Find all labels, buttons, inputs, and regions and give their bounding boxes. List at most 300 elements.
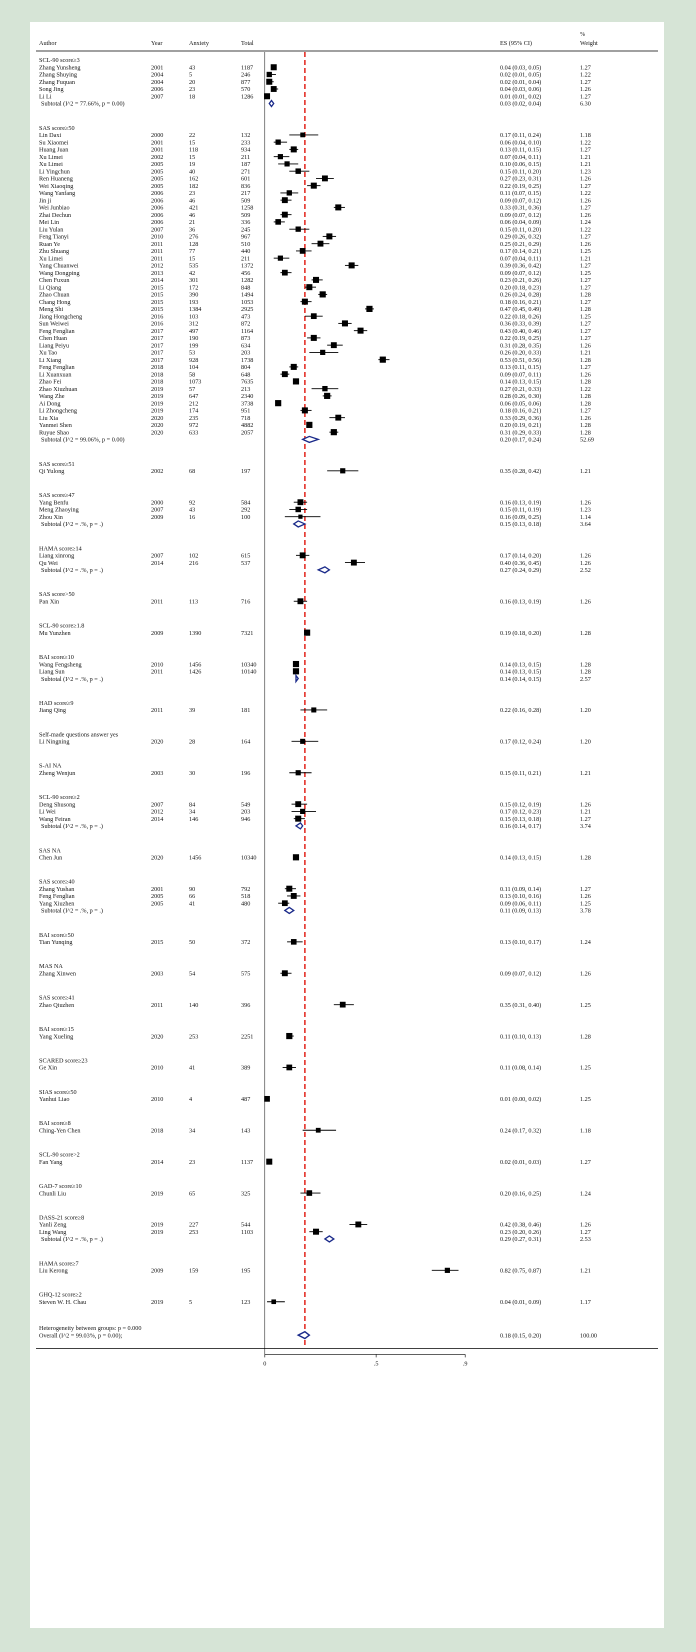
study-total-count: 946 (241, 815, 251, 823)
study-year: 2010 (151, 1064, 164, 1072)
column-header-weight: Weight (580, 40, 598, 47)
study-author: Huang Juan (39, 146, 69, 154)
study-year: 2017 (151, 335, 164, 343)
study-year: 2020 (151, 738, 164, 746)
study-effect-box (300, 739, 305, 744)
study-es-ci: 0.02 (0.01, 0.04) (500, 78, 542, 86)
study-effect-box (331, 429, 337, 435)
study-author: Ching-Yen Chen (39, 1127, 81, 1135)
study-anxiety-count: 199 (189, 342, 199, 350)
group-label: SAS score≥50 (39, 124, 75, 132)
study-es-ci: 0.15 (0.12, 0.19) (500, 801, 542, 809)
study-total-count: 10140 (241, 668, 257, 676)
study-anxiety-count: 146 (189, 815, 199, 823)
study-anxiety-count: 41 (189, 1064, 196, 1072)
study-total-count: 164 (241, 738, 251, 746)
study-total-count: 211 (241, 255, 251, 263)
study-total-count: 325 (241, 1190, 251, 1198)
group-label: BAI score≥15 (39, 1026, 74, 1033)
study-anxiety-count: 15 (189, 255, 196, 263)
study-weight: 1.27 (580, 407, 591, 415)
study-author: Ai Dong (39, 400, 61, 408)
study-year: 2005 (151, 175, 164, 183)
study-effect-box (282, 197, 288, 203)
study-author: Zhai Dechun (39, 211, 72, 219)
study-total-count: 1053 (241, 298, 254, 306)
study-anxiety-count: 68 (189, 468, 196, 475)
study-anxiety-count: 118 (189, 146, 199, 154)
study-effect-box (266, 1159, 272, 1165)
subtotal-es-ci: 0.27 (0.24, 0.29) (500, 567, 542, 575)
study-es-ci: 0.14 (0.13, 0.15) (500, 854, 542, 862)
study-year: 2005 (151, 182, 164, 190)
study-total-count: 100 (241, 513, 251, 521)
subtotal-diamond (325, 1236, 334, 1242)
study-weight: 1.27 (580, 327, 591, 335)
study-anxiety-count: 1384 (189, 306, 202, 314)
subtotal-label: Subtotal (I^2 = .%, p = .) (41, 675, 103, 683)
study-effect-box (313, 277, 319, 283)
study-total-count: 440 (241, 248, 251, 256)
study-year: 2009 (151, 1267, 164, 1275)
study-es-ci: 0.22 (0.19, 0.25) (500, 335, 542, 343)
column-header-percent: % (580, 31, 586, 38)
study-es-ci: 0.01 (0.01, 0.02) (500, 93, 542, 101)
study-effect-box (295, 816, 301, 822)
study-anxiety-count: 972 (189, 422, 199, 430)
study-effect-box (298, 515, 302, 519)
study-anxiety-count: 15 (189, 139, 196, 147)
study-year: 2007 (151, 801, 164, 809)
study-es-ci: 0.15 (0.11, 0.19) (500, 506, 542, 514)
study-effect-box (278, 256, 283, 261)
study-es-ci: 0.22 (0.18, 0.26) (500, 313, 542, 321)
overall-es-ci: 0.18 (0.15, 0.20) (500, 1332, 542, 1340)
study-total-count: 836 (241, 182, 251, 190)
study-anxiety-count: 182 (189, 182, 199, 190)
study-anxiety-count: 140 (189, 1001, 199, 1009)
study-es-ci: 0.04 (0.03, 0.05) (500, 64, 542, 72)
study-weight: 1.20 (580, 707, 591, 715)
study-weight: 1.25 (580, 1064, 591, 1072)
study-total-count: 217 (241, 190, 251, 198)
study-anxiety-count: 276 (189, 233, 199, 241)
study-total-count: 873 (241, 335, 251, 343)
study-weight: 1.27 (580, 93, 591, 101)
study-weight: 1.26 (580, 371, 591, 379)
subtotal-label: Subtotal (I^2 = .%, p = .) (41, 1236, 103, 1244)
study-es-ci: 0.20 (0.19, 0.21) (500, 422, 542, 430)
study-total-count: 487 (241, 1096, 251, 1104)
study-total-count: 196 (241, 769, 251, 777)
study-total-count: 544 (241, 1221, 251, 1229)
study-year: 2019 (151, 1190, 164, 1198)
study-year: 2014 (151, 1158, 164, 1166)
study-year: 2005 (151, 161, 164, 169)
study-author: Xu Limei (39, 161, 63, 169)
study-anxiety-count: 1426 (189, 668, 202, 676)
study-effect-box (306, 422, 312, 428)
study-effect-box (296, 770, 301, 775)
study-es-ci: 0.01 (0.00, 0.02) (500, 1096, 542, 1104)
study-anxiety-count: 19 (189, 161, 196, 169)
study-es-ci: 0.40 (0.36, 0.45) (500, 559, 542, 567)
study-anxiety-count: 5 (189, 1298, 193, 1306)
study-year: 2017 (151, 356, 164, 364)
subtotal-es-ci: 0.29 (0.27, 0.31) (500, 1236, 542, 1244)
subtotal-weight: 2.53 (580, 1236, 591, 1244)
study-weight: 1.27 (580, 277, 591, 285)
study-author: Tian Yunqing (39, 939, 73, 947)
study-anxiety-count: 172 (189, 284, 199, 292)
study-es-ci: 0.25 (0.21, 0.29) (500, 240, 542, 248)
study-effect-box (311, 707, 316, 712)
study-effect-box (322, 175, 328, 181)
study-year: 2009 (151, 513, 164, 521)
study-anxiety-count: 174 (189, 407, 199, 415)
group-label: SCL-90 score>2 (39, 1151, 80, 1159)
study-effect-box (286, 1033, 292, 1039)
study-anxiety-count: 90 (189, 885, 196, 893)
study-anxiety-count: 21 (189, 219, 196, 227)
study-anxiety-count: 54 (189, 970, 196, 978)
study-es-ci: 0.14 (0.13, 0.15) (500, 668, 542, 676)
study-effect-box (331, 342, 337, 348)
study-es-ci: 0.11 (0.07, 0.15) (500, 190, 542, 198)
study-effect-box (291, 364, 297, 370)
study-year: 2007 (151, 552, 164, 560)
study-es-ci: 0.07 (0.04, 0.11) (500, 255, 542, 263)
subtotal-diamond (296, 823, 303, 829)
subtotal-weight: 52.69 (580, 436, 594, 444)
study-year: 2002 (151, 468, 164, 475)
study-total-count: 2251 (241, 1033, 254, 1041)
study-weight: 1.21 (580, 1267, 591, 1275)
study-anxiety-count: 216 (189, 559, 199, 567)
group-label: SAS NA (39, 847, 61, 855)
group-label: BAI score≥10 (39, 654, 74, 661)
study-author: Li Qiang (39, 284, 62, 292)
study-author: Zhao Chuan (39, 291, 70, 299)
study-author: Mu Yunzhen (39, 629, 71, 637)
subtotal-es-ci: 0.14 (0.14, 0.15) (500, 675, 542, 683)
study-total-count: 584 (241, 499, 251, 507)
study-effect-box (335, 415, 341, 421)
study-total-count: 872 (241, 320, 251, 328)
study-total-count: 336 (241, 219, 251, 227)
study-anxiety-count: 928 (189, 356, 199, 364)
subtotal-weight: 6.30 (580, 100, 591, 108)
study-weight: 1.27 (580, 233, 591, 241)
study-es-ci: 0.06 (0.05, 0.06) (500, 400, 542, 408)
study-es-ci: 0.11 (0.08, 0.14) (500, 1064, 542, 1072)
study-year: 2018 (151, 371, 164, 379)
study-year: 2006 (151, 211, 164, 219)
study-anxiety-count: 5 (189, 71, 193, 79)
study-effect-box (291, 146, 297, 152)
study-es-ci: 0.47 (0.45, 0.49) (500, 306, 542, 314)
study-author: Lin Daxi (39, 132, 62, 140)
study-anxiety-count: 162 (189, 175, 199, 183)
study-anxiety-count: 421 (189, 204, 199, 212)
study-weight: 1.27 (580, 284, 591, 292)
study-author: Liu Kerong (39, 1267, 68, 1275)
study-weight: 1.28 (580, 854, 591, 862)
study-total-count: 132 (241, 132, 251, 140)
study-effect-box (300, 552, 306, 558)
study-total-count: 1372 (241, 262, 254, 270)
study-year: 2010 (151, 661, 164, 669)
study-year: 2007 (151, 226, 164, 234)
study-author: Li Ningning (39, 738, 70, 746)
study-effect-box (300, 133, 305, 138)
study-effect-box (266, 79, 272, 85)
study-author: Ling Wang (39, 1228, 67, 1236)
study-year: 2001 (151, 139, 164, 147)
study-es-ci: 0.17 (0.12, 0.24) (500, 738, 542, 746)
study-year: 2019 (151, 407, 164, 415)
study-weight: 1.23 (580, 506, 591, 514)
study-year: 2019 (151, 1221, 164, 1229)
study-author: Wang Feiran (39, 815, 71, 823)
study-weight: 1.28 (580, 378, 591, 386)
study-total-count: 389 (241, 1064, 251, 1072)
study-weight: 1.27 (580, 78, 591, 86)
study-year: 2010 (151, 1096, 164, 1104)
study-weight: 1.23 (580, 168, 591, 176)
study-anxiety-count: 30 (189, 769, 196, 777)
study-year: 2003 (151, 970, 164, 978)
study-anxiety-count: 113 (189, 598, 199, 606)
study-author: Li Xuanxuan (39, 371, 72, 379)
subtotal-weight: 2.57 (580, 675, 591, 683)
study-author: Li Xiang (39, 356, 62, 364)
study-year: 2015 (151, 939, 164, 947)
column-header-es: ES (95% CI) (500, 40, 532, 47)
study-weight: 1.27 (580, 364, 591, 372)
group-label: GHQ-12 score≥2 (39, 1291, 82, 1299)
study-year: 2019 (151, 1298, 164, 1306)
group-label: GAD-7 score≥10 (39, 1183, 82, 1190)
study-author: Chang Hong (39, 298, 71, 306)
study-weight: 1.27 (580, 335, 591, 343)
study-effect-box (284, 161, 289, 166)
study-anxiety-count: 50 (189, 939, 196, 947)
study-total-count: 181 (241, 707, 251, 715)
study-effect-box (297, 499, 303, 505)
study-es-ci: 0.10 (0.06, 0.15) (500, 161, 542, 169)
study-es-ci: 0.19 (0.18, 0.20) (500, 629, 542, 637)
study-weight: 1.28 (580, 400, 591, 408)
study-weight: 1.28 (580, 668, 591, 676)
study-weight: 1.27 (580, 320, 591, 328)
study-year: 2011 (151, 248, 164, 256)
study-year: 2020 (151, 429, 164, 437)
study-anxiety-count: 253 (189, 1033, 199, 1041)
study-es-ci: 0.02 (0.01, 0.05) (500, 71, 542, 79)
study-total-count: 1738 (241, 356, 254, 364)
study-year: 2011 (151, 1001, 164, 1009)
study-weight: 1.27 (580, 815, 591, 823)
study-year: 2016 (151, 313, 164, 321)
study-anxiety-count: 36 (189, 226, 196, 234)
study-year: 2015 (151, 291, 164, 299)
study-year: 2011 (151, 707, 164, 715)
study-author: Fan Yang (39, 1158, 63, 1166)
study-year: 2020 (151, 414, 164, 422)
study-year: 2006 (151, 190, 164, 198)
study-effect-box (282, 212, 288, 218)
study-year: 2011 (151, 255, 164, 263)
study-author: Yanhui Liao (39, 1096, 70, 1104)
study-anxiety-count: 1073 (189, 378, 202, 386)
study-anxiety-count: 18 (189, 93, 196, 101)
study-total-count: 537 (241, 559, 251, 567)
study-es-ci: 0.27 (0.23, 0.31) (500, 175, 542, 183)
study-es-ci: 0.22 (0.16, 0.28) (500, 707, 542, 715)
study-es-ci: 0.13 (0.10, 0.16) (500, 893, 542, 901)
study-author: Zhang Fuquan (39, 78, 75, 86)
study-anxiety-count: 65 (189, 1190, 196, 1198)
study-total-count: 877 (241, 78, 251, 86)
study-weight: 1.21 (580, 468, 591, 475)
heterogeneity-label: Heterogeneity between groups: p = 0.000 (39, 1325, 142, 1333)
study-author: Zhao Fei (39, 378, 62, 386)
study-total-count: 2057 (241, 429, 254, 437)
overall-label: Overall (I^2 = 99.03%, p = 0.00); (39, 1332, 123, 1340)
study-author: Zheng Wenjun (39, 769, 76, 777)
study-author: Ren Huaneng (39, 175, 73, 183)
subtotal-es-ci: 0.20 (0.17, 0.24) (500, 436, 542, 444)
study-anxiety-count: 301 (189, 277, 199, 285)
study-year: 2006 (151, 86, 164, 94)
study-year: 2006 (151, 197, 164, 205)
study-author: Su Xiaomei (39, 139, 69, 147)
study-es-ci: 0.09 (0.07, 0.12) (500, 197, 542, 205)
study-es-ci: 0.14 (0.13, 0.15) (500, 661, 542, 669)
study-effect-box (293, 661, 299, 667)
study-author: Zhang Shuying (39, 71, 77, 79)
subtotal-diamond (294, 521, 305, 527)
study-author: Yang Xueling (39, 1033, 74, 1041)
study-effect-box (318, 241, 324, 247)
study-author: Chunli Liu (39, 1190, 66, 1198)
study-weight: 1.26 (580, 598, 591, 606)
study-effect-box (271, 1299, 276, 1304)
study-author: Ruan Ye (39, 240, 60, 248)
study-weight: 1.27 (580, 1228, 591, 1236)
study-weight: 1.17 (580, 1298, 591, 1306)
study-effect-box (291, 893, 297, 899)
study-year: 2010 (151, 233, 164, 241)
study-year: 2017 (151, 342, 164, 350)
study-effect-box (271, 86, 277, 92)
study-es-ci: 0.16 (0.13, 0.19) (500, 598, 542, 606)
study-total-count: 1103 (241, 1228, 254, 1236)
study-anxiety-count: 227 (189, 1221, 199, 1229)
group-label: SCL-90 score≥1.8 (39, 622, 85, 630)
study-year: 2007 (151, 93, 164, 101)
study-year: 2003 (151, 769, 164, 777)
study-year: 2017 (151, 327, 164, 335)
study-total-count: 197 (241, 468, 251, 475)
study-author: Steven W. H. Chau (39, 1298, 87, 1306)
study-weight: 1.28 (580, 422, 591, 430)
column-header-total: Total (241, 40, 254, 47)
study-anxiety-count: 58 (189, 371, 196, 379)
study-anxiety-count: 20 (189, 78, 196, 86)
study-total-count: 195 (241, 1267, 251, 1275)
subtotal-weight: 2.52 (580, 567, 591, 575)
study-year: 2019 (151, 1228, 164, 1236)
study-author: Xu Limei (39, 153, 63, 161)
study-effect-box (282, 371, 288, 377)
study-effect-box (304, 630, 310, 636)
study-author: Chen Huan (39, 335, 68, 343)
study-author: Li Li (39, 93, 52, 101)
study-weight: 1.26 (580, 801, 591, 809)
study-author: Liang Sun (39, 668, 65, 676)
study-author: Qu Wei (39, 559, 58, 567)
study-total-count: 510 (241, 240, 251, 248)
study-anxiety-count: 102 (189, 552, 199, 560)
study-anxiety-count: 128 (189, 240, 199, 248)
study-weight: 1.25 (580, 269, 591, 277)
study-es-ci: 0.31 (0.28, 0.35) (500, 342, 542, 350)
study-effect-box (287, 190, 292, 195)
study-year: 2017 (151, 349, 164, 357)
study-total-count: 1187 (241, 64, 254, 72)
study-author: Chen Jun (39, 854, 63, 862)
study-weight: 1.24 (580, 939, 591, 947)
study-total-count: 203 (241, 349, 251, 357)
study-effect-box (267, 72, 272, 77)
study-effect-box (275, 219, 281, 225)
column-header-author: Author (39, 40, 57, 47)
study-anxiety-count: 190 (189, 335, 199, 343)
study-year: 2006 (151, 219, 164, 227)
study-weight: 1.28 (580, 356, 591, 364)
study-total-count: 10340 (241, 854, 257, 862)
group-label: DASS-21 score≥8 (39, 1214, 85, 1222)
study-weight: 1.25 (580, 313, 591, 321)
study-author: Zhang Xinwen (39, 970, 76, 978)
study-es-ci: 0.29 (0.26, 0.32) (500, 233, 542, 241)
study-total-count: 1164 (241, 327, 254, 335)
study-weight: 1.26 (580, 559, 591, 567)
study-weight: 1.26 (580, 342, 591, 350)
study-total-count: 509 (241, 197, 251, 205)
study-year: 2020 (151, 422, 164, 430)
study-effect-box (306, 284, 312, 290)
x-axis-tick-label: .5 (373, 1360, 379, 1368)
study-year: 2012 (151, 262, 164, 270)
study-effect-box (320, 350, 325, 355)
study-weight: 1.25 (580, 1096, 591, 1104)
study-author: Feng Tianyi (39, 233, 69, 241)
study-anxiety-count: 103 (189, 313, 199, 321)
study-author: Li Yingchun (39, 168, 70, 176)
study-anxiety-count: 34 (189, 808, 196, 816)
study-effect-box (296, 226, 301, 231)
study-effect-box (313, 1229, 319, 1235)
column-header-year: Year (151, 40, 163, 47)
study-es-ci: 0.11 (0.09, 0.14) (500, 885, 542, 893)
study-effect-box (445, 1268, 450, 1273)
study-year: 2015 (151, 298, 164, 306)
study-year: 2011 (151, 240, 164, 248)
study-effect-box (380, 357, 386, 363)
